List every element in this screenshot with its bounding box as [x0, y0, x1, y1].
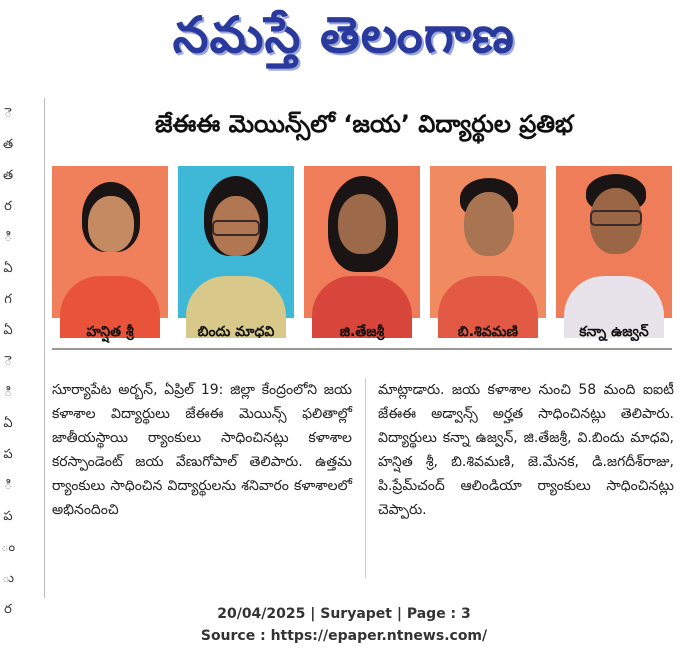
student-photo-4 [430, 166, 546, 318]
masthead [0, 0, 688, 78]
student-photo-3 [304, 166, 420, 318]
gutter-char: ర [4, 602, 12, 617]
gutter-char: ి [4, 385, 12, 400]
gutter-char: ి [4, 478, 12, 493]
student-name-4: బి.శివమణి [457, 324, 519, 340]
gutter-char: ం [0, 540, 16, 555]
footer-date-edition: 20/04/2025 | Suryapet | Page : 3 [217, 606, 471, 622]
footer-source: Source : https://epaper.ntnews.com/ [200, 628, 488, 644]
student-name-5: కన్నా ఉజ్వన్ [579, 324, 649, 340]
student-photo-1 [52, 166, 168, 318]
gutter-char: ప [3, 509, 13, 524]
gutter-char: ర [4, 199, 12, 214]
gutter-char: ఏ [3, 261, 13, 276]
article-column-1: సూర్యాపేట అర్బన్, ఏప్రిల్ 19: జిల్లా కేంద్రంలోని జయ కళాశాల విద్యార్థులు జేఈఈ మెయిన్స్ ఫలితాల్లో జాతీయస్థాయి ర్యాంకులు సాధించినట్లు కళాశాల కరస్పాండెంట్ జయ వేణుగోపాల్ తెలిపారు. ఉత్తమ ర్యాంకులు సాధించిన విద్యార్థులను శనివారం కళాశాలలో అభినందించి [52, 382, 352, 518]
gutter-char: ి [4, 230, 12, 245]
student-photo-2 [178, 166, 294, 318]
gutter-char: ఏ [3, 416, 13, 431]
article-column-2: మాట్లాడారు. జయ కళాశాల నుంచి 58 మంది ఐఐటీ జేఈఈ అడ్వాన్స్ అర్హత సాధించినట్లు తెలిపారు. విద్యార్థులు కన్నా ఉజ్వన్, జి.తేజశ్రీ, వి.బిందు మాధవి, హన్షిత శ్రీ, బి.శివమణి, జె.మేనక, డి.జగదీశ్‌రాజు, పి.ప్రేమ్‌చంద్ ఆలిండియా ర్యాంకులు సాధించినట్లు చెప్పారు. [378, 382, 674, 518]
article-headline: జేఈఈ మెయిన్స్‌లో ‘జయ’ విద్యార్థుల ప్రతిభ [154, 110, 574, 138]
column-divider [365, 378, 366, 578]
gutter-char: ె [4, 354, 12, 369]
gutter-char: ప [3, 447, 13, 462]
gutter-char: త [2, 137, 14, 152]
newspaper-logo-title: నమస్తే తెలంగాణ [172, 6, 516, 64]
gutter-char: ు [1, 571, 14, 586]
student-photo-5 [556, 166, 672, 318]
gutter-char: గ [4, 292, 12, 307]
gutter-char: ఏ [3, 323, 13, 338]
gutter-char: ె [4, 106, 12, 121]
caption-rule [52, 348, 672, 350]
gutter-char: త [2, 168, 14, 183]
student-name-1: హన్షిత శ్రీ [86, 324, 134, 340]
adjacent-column-fragment [0, 98, 16, 617]
student-name-2: బిందు మాధవి [197, 324, 275, 340]
student-name-3: జి.తేజశ్రీ [339, 324, 385, 340]
